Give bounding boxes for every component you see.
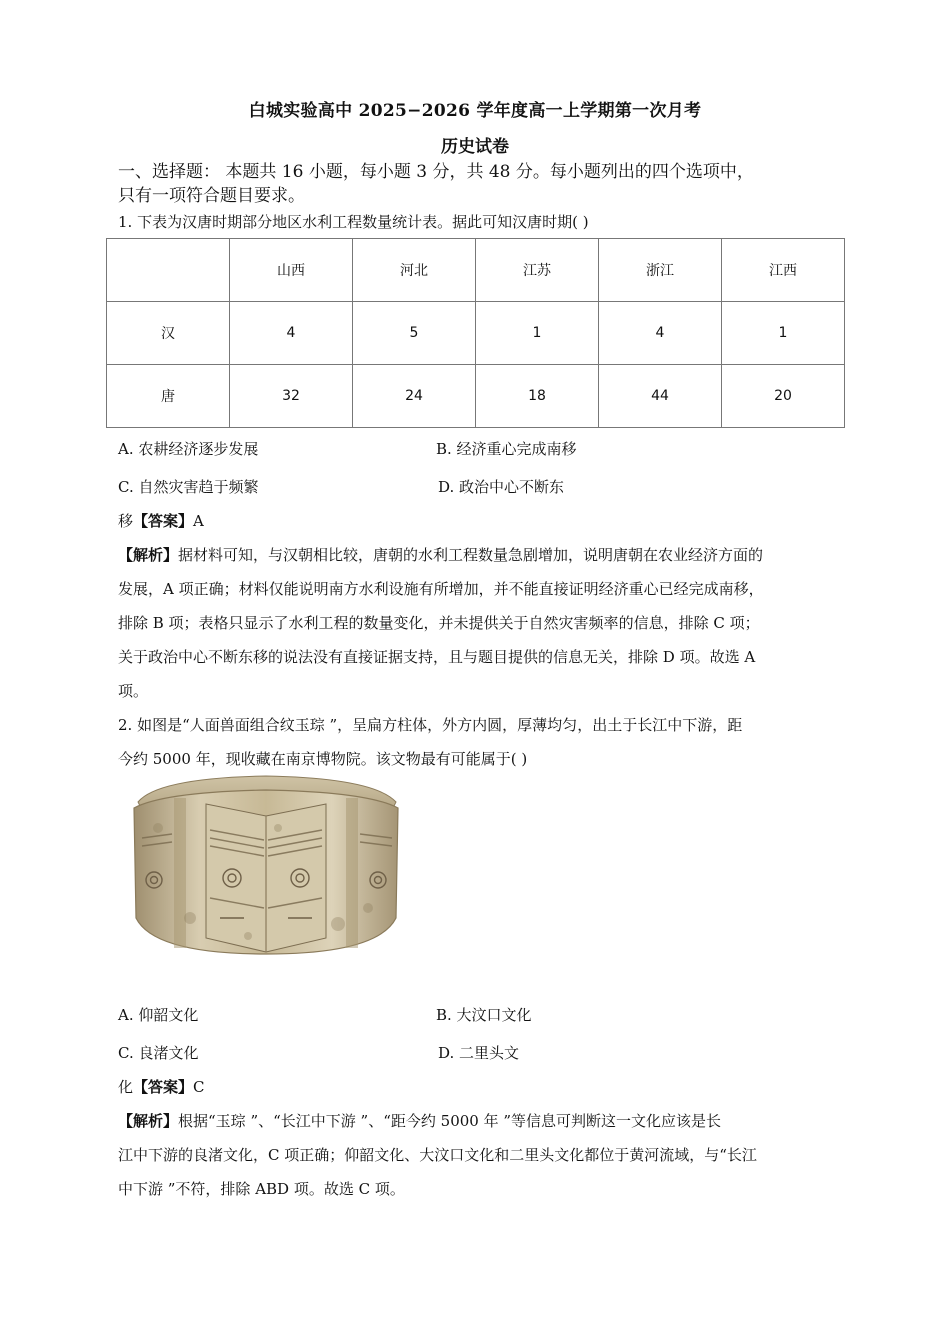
table-row-label: 唐 (107, 365, 230, 428)
table-cell: 4 (599, 302, 722, 365)
q2-answer-prefix: 化 (118, 1078, 134, 1096)
q2-answer-value: C (193, 1078, 205, 1096)
q2-analysis-line: 江中下游的良渚文化，C 项正确；仰韶文化、大汶口文化和二里头文化都位于黄河流域，与“长江 (118, 1146, 757, 1164)
table-header-cell: 江苏 (476, 239, 599, 302)
table-cell: 5 (353, 302, 476, 365)
q2-answer (118, 1076, 205, 1098)
table-row (107, 302, 845, 365)
q2-option-b: B. 大汶口文化 (436, 1006, 532, 1024)
table-cell: 24 (353, 365, 476, 428)
page-subtitle: 历史试卷 (441, 137, 509, 157)
table-header-cell: 浙江 (599, 239, 722, 302)
table-cell: 4 (230, 302, 353, 365)
q1-answer-label: 【答案】 (133, 512, 194, 530)
q1-analysis-line: 发展，A 项正确；材料仅能说明南方水利设施有所增加，并不能直接证明经济重心已经完成南移， (118, 580, 764, 598)
table-cell: 32 (230, 365, 353, 428)
table-header-row (107, 239, 845, 302)
section-line-2: 只有一项符合题目要求。 (118, 186, 305, 206)
water-project-table (106, 238, 845, 428)
q1-answer (118, 510, 204, 532)
q2-analysis-line: 【解析】根据“玉琮 ”、“长江中下游 ”、“距今约 5000 年 ”等信息可判断这一文化应该是长 (118, 1112, 722, 1130)
q1-option-b: B. 经济重心完成南移 (436, 440, 577, 458)
section-line-1: 一、选择题： 本题共 16 小题，每小题 3 分，共 48 分。每小题列出的四个选项中， (118, 162, 754, 182)
q1-answer-prefix: 移 (118, 512, 134, 530)
table-row-label: 汉 (107, 302, 230, 365)
q1-option-c: C. 自然灾害趋于频繁 (118, 478, 259, 496)
q1-analysis-line: 排除 B 项；表格只显示了水利工程的数量变化，并未提供关于自然灾害频率的信息，排除 C 项； (118, 614, 760, 632)
table-cell: 44 (599, 365, 722, 428)
q2-analysis-label: 【解析】 (118, 1112, 179, 1130)
table-cell: 20 (722, 365, 845, 428)
jade-cong-image (128, 768, 404, 956)
q1-analysis-line: 【解析】据材料可知，与汉朝相比较，唐朝的水利工程数量急剧增加，说明唐朝在农业经济方面的 (118, 546, 764, 564)
page-title: 白城实验高中 2025−2026 学年度高一上学期第一次月考 (248, 101, 702, 121)
question-1-stem: 1. 下表为汉唐时期部分地区水利工程数量统计表。据此可知汉唐时期( ) (118, 213, 589, 231)
q2-answer-label: 【答案】 (133, 1078, 194, 1096)
q2-analysis-line: 中下游 ”不符，排除 ABD 项。故选 C 项。 (118, 1180, 405, 1198)
q1-option-a: A. 农耕经济逐步发展 (118, 440, 259, 458)
table-header-cell: 江西 (722, 239, 845, 302)
table-cell: 1 (722, 302, 845, 365)
q1-analysis-line: 项。 (118, 682, 149, 700)
q2-option-a: A. 仰韶文化 (118, 1006, 199, 1024)
q2-stem-line: 今约 5000 年，现收藏在南京博物院。该文物最有可能属于( ) (118, 750, 528, 768)
q1-analysis-label: 【解析】 (118, 546, 179, 564)
jade-cong-illustration (128, 768, 404, 956)
q1-analysis-line: 关于政治中心不断东移的说法没有直接证据支持，且与题目提供的信息无关，排除 D 项。故选 A (118, 648, 756, 666)
q1-answer-value: A (193, 512, 204, 530)
table-row (107, 365, 845, 428)
q2-option-c: C. 良渚文化 (118, 1044, 199, 1062)
question-2-stem (118, 708, 840, 776)
table-header-cell (107, 239, 230, 302)
section-instructions (118, 160, 818, 208)
table-header-cell: 山西 (230, 239, 353, 302)
table-cell: 18 (476, 365, 599, 428)
table-cell: 1 (476, 302, 599, 365)
q2-stem-line: 2. 如图是“人面兽面组合纹玉琮 ”，呈扁方柱体，外方内圆，厚薄均匀，出土于长江中下游，距 (118, 716, 743, 734)
q1-analysis (118, 538, 840, 708)
q2-option-d: D. 二里头文 (438, 1044, 520, 1062)
q1-option-d: D. 政治中心不断东 (438, 478, 565, 496)
table-header-cell: 河北 (353, 239, 476, 302)
q2-analysis (118, 1104, 840, 1206)
